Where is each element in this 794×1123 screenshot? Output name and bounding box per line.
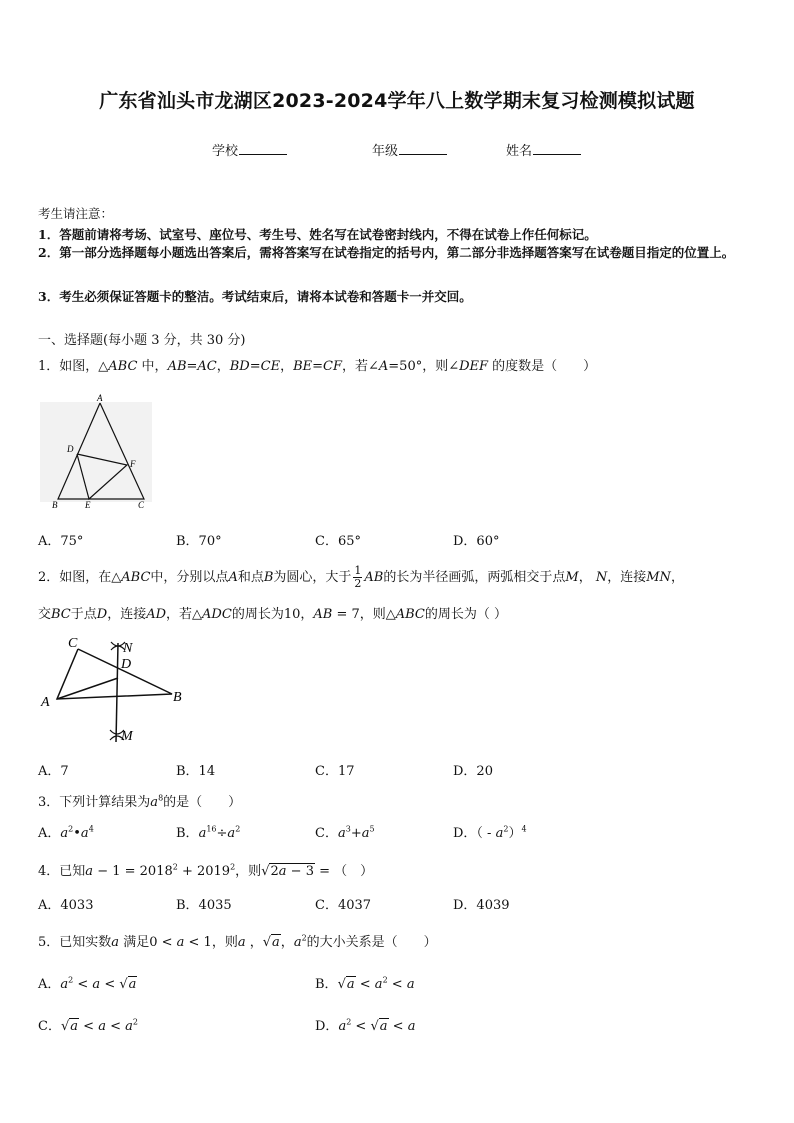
notice-heading: 考生请注意： [38,206,114,221]
q4-option-c[interactable]: C．4037 [315,898,372,913]
label-F: F [130,459,136,469]
label-M: M [121,729,133,744]
name-field[interactable]: 姓名 [506,140,581,159]
label-B: B [52,500,58,510]
label-D: D [67,444,74,454]
label-A: A [97,393,103,403]
section-heading: 一、选择题(每小题 3 分，共 30 分) [38,333,246,348]
q1-option-b[interactable]: B．70° [176,534,222,549]
line-mn [116,643,118,742]
question-3: 3．下列计算结果为$a^8$的是（ ） [38,793,242,810]
label-B: B [173,690,182,705]
page-title: 广东省汕头市龙湖区2023-2024学年八上数学期末复习检测模拟试题 [99,90,695,112]
label-A: A [41,695,50,710]
label-N: N [123,641,133,656]
question-5: 5．已知实数a 满足0 < a < 1，则a ，√a，$a^2$的大小关系是（ ） [38,933,437,950]
q2-triangle-figure [38,632,188,750]
q3-option-a[interactable]: A．$a^2•a^4$ [38,824,94,841]
notice-item-3: 3．考生必须保证答题卡的整洁。考试结束后，请将本试卷和答题卡一并交回。 [38,289,472,304]
figure-background [40,402,152,502]
question-2-line-2: 交BC于点D，连接AD，若△ADC的周长为10，AB = 7，则△ABC的周长为（ ） [38,607,508,622]
q4-option-b[interactable]: B．4035 [176,898,232,913]
q2-option-a[interactable]: A．7 [38,764,69,779]
q2-option-c[interactable]: C．17 [315,764,355,779]
notice-item-1: 1．答题前请将考场、试室号、座位号、考生号、姓名写在试卷密封线内，不得在试卷上作任何标记。 [38,227,597,242]
q1-triangle-figure [40,392,155,512]
q5-option-a[interactable]: A．$a^2 < a < √a$ [38,975,137,992]
q5-option-c[interactable]: C．$√a < a < a^2$ [38,1017,138,1034]
q1-option-d[interactable]: D．60° [453,534,500,549]
question-1: 1．如图，△ABC 中，AB=AC，BD=CE，BE=CF，若∠A=50°，则∠DEF 的度数是（ ） [38,359,597,374]
q4-option-a[interactable]: A．4033 [38,898,94,913]
q4-option-d[interactable]: D．4039 [453,898,510,913]
label-C: C [138,500,145,510]
q5-option-d[interactable]: D．$a^2 < √a < a$ [315,1017,416,1034]
q3-option-d[interactable]: D．（ - $a^2)^4$ [453,824,527,841]
notice-item-2: 2．第一部分选择题每小题选出答案后，需将答案写在试卷指定的括号内，第二部分非选择题答案写在试卷题目指定的位置上。 [38,245,735,260]
q1-option-c[interactable]: C．65° [315,534,361,549]
q1-option-a[interactable]: A．75° [38,534,84,549]
q2-option-d[interactable]: D．20 [453,764,493,779]
segment-ad [57,678,118,699]
school-field[interactable]: 学校 [212,140,287,159]
question-2-line-1: 2．如图，在△ABC中，分别以点A和点B为圆心，大于 $\frac{1}{2}$ AB的长为半径画弧，两弧相交于点M， N，连接MN， [38,564,684,590]
q3-option-c[interactable]: C．$a^3+a^5$ [315,824,375,841]
triangle-abc [57,649,172,699]
label-D: D [121,657,132,672]
sqrt-2a-3: √2a − 3 [261,864,314,879]
question-4: 4．已知$a - 1 = 2018^2 + 2019^2$，则√2a − 3 = （ ） [38,862,374,879]
label-C: C [68,636,78,651]
q2-option-b[interactable]: B．14 [176,764,216,779]
grade-field[interactable]: 年级 [372,140,447,159]
label-E: E [85,500,91,510]
q3-option-b[interactable]: B．$a^{16}\div a^2$ [176,824,241,841]
q5-option-b[interactable]: B．$√a < a^2 < a$ [315,975,415,992]
fraction-one-half: $\frac{1}{2}$ [354,564,362,590]
